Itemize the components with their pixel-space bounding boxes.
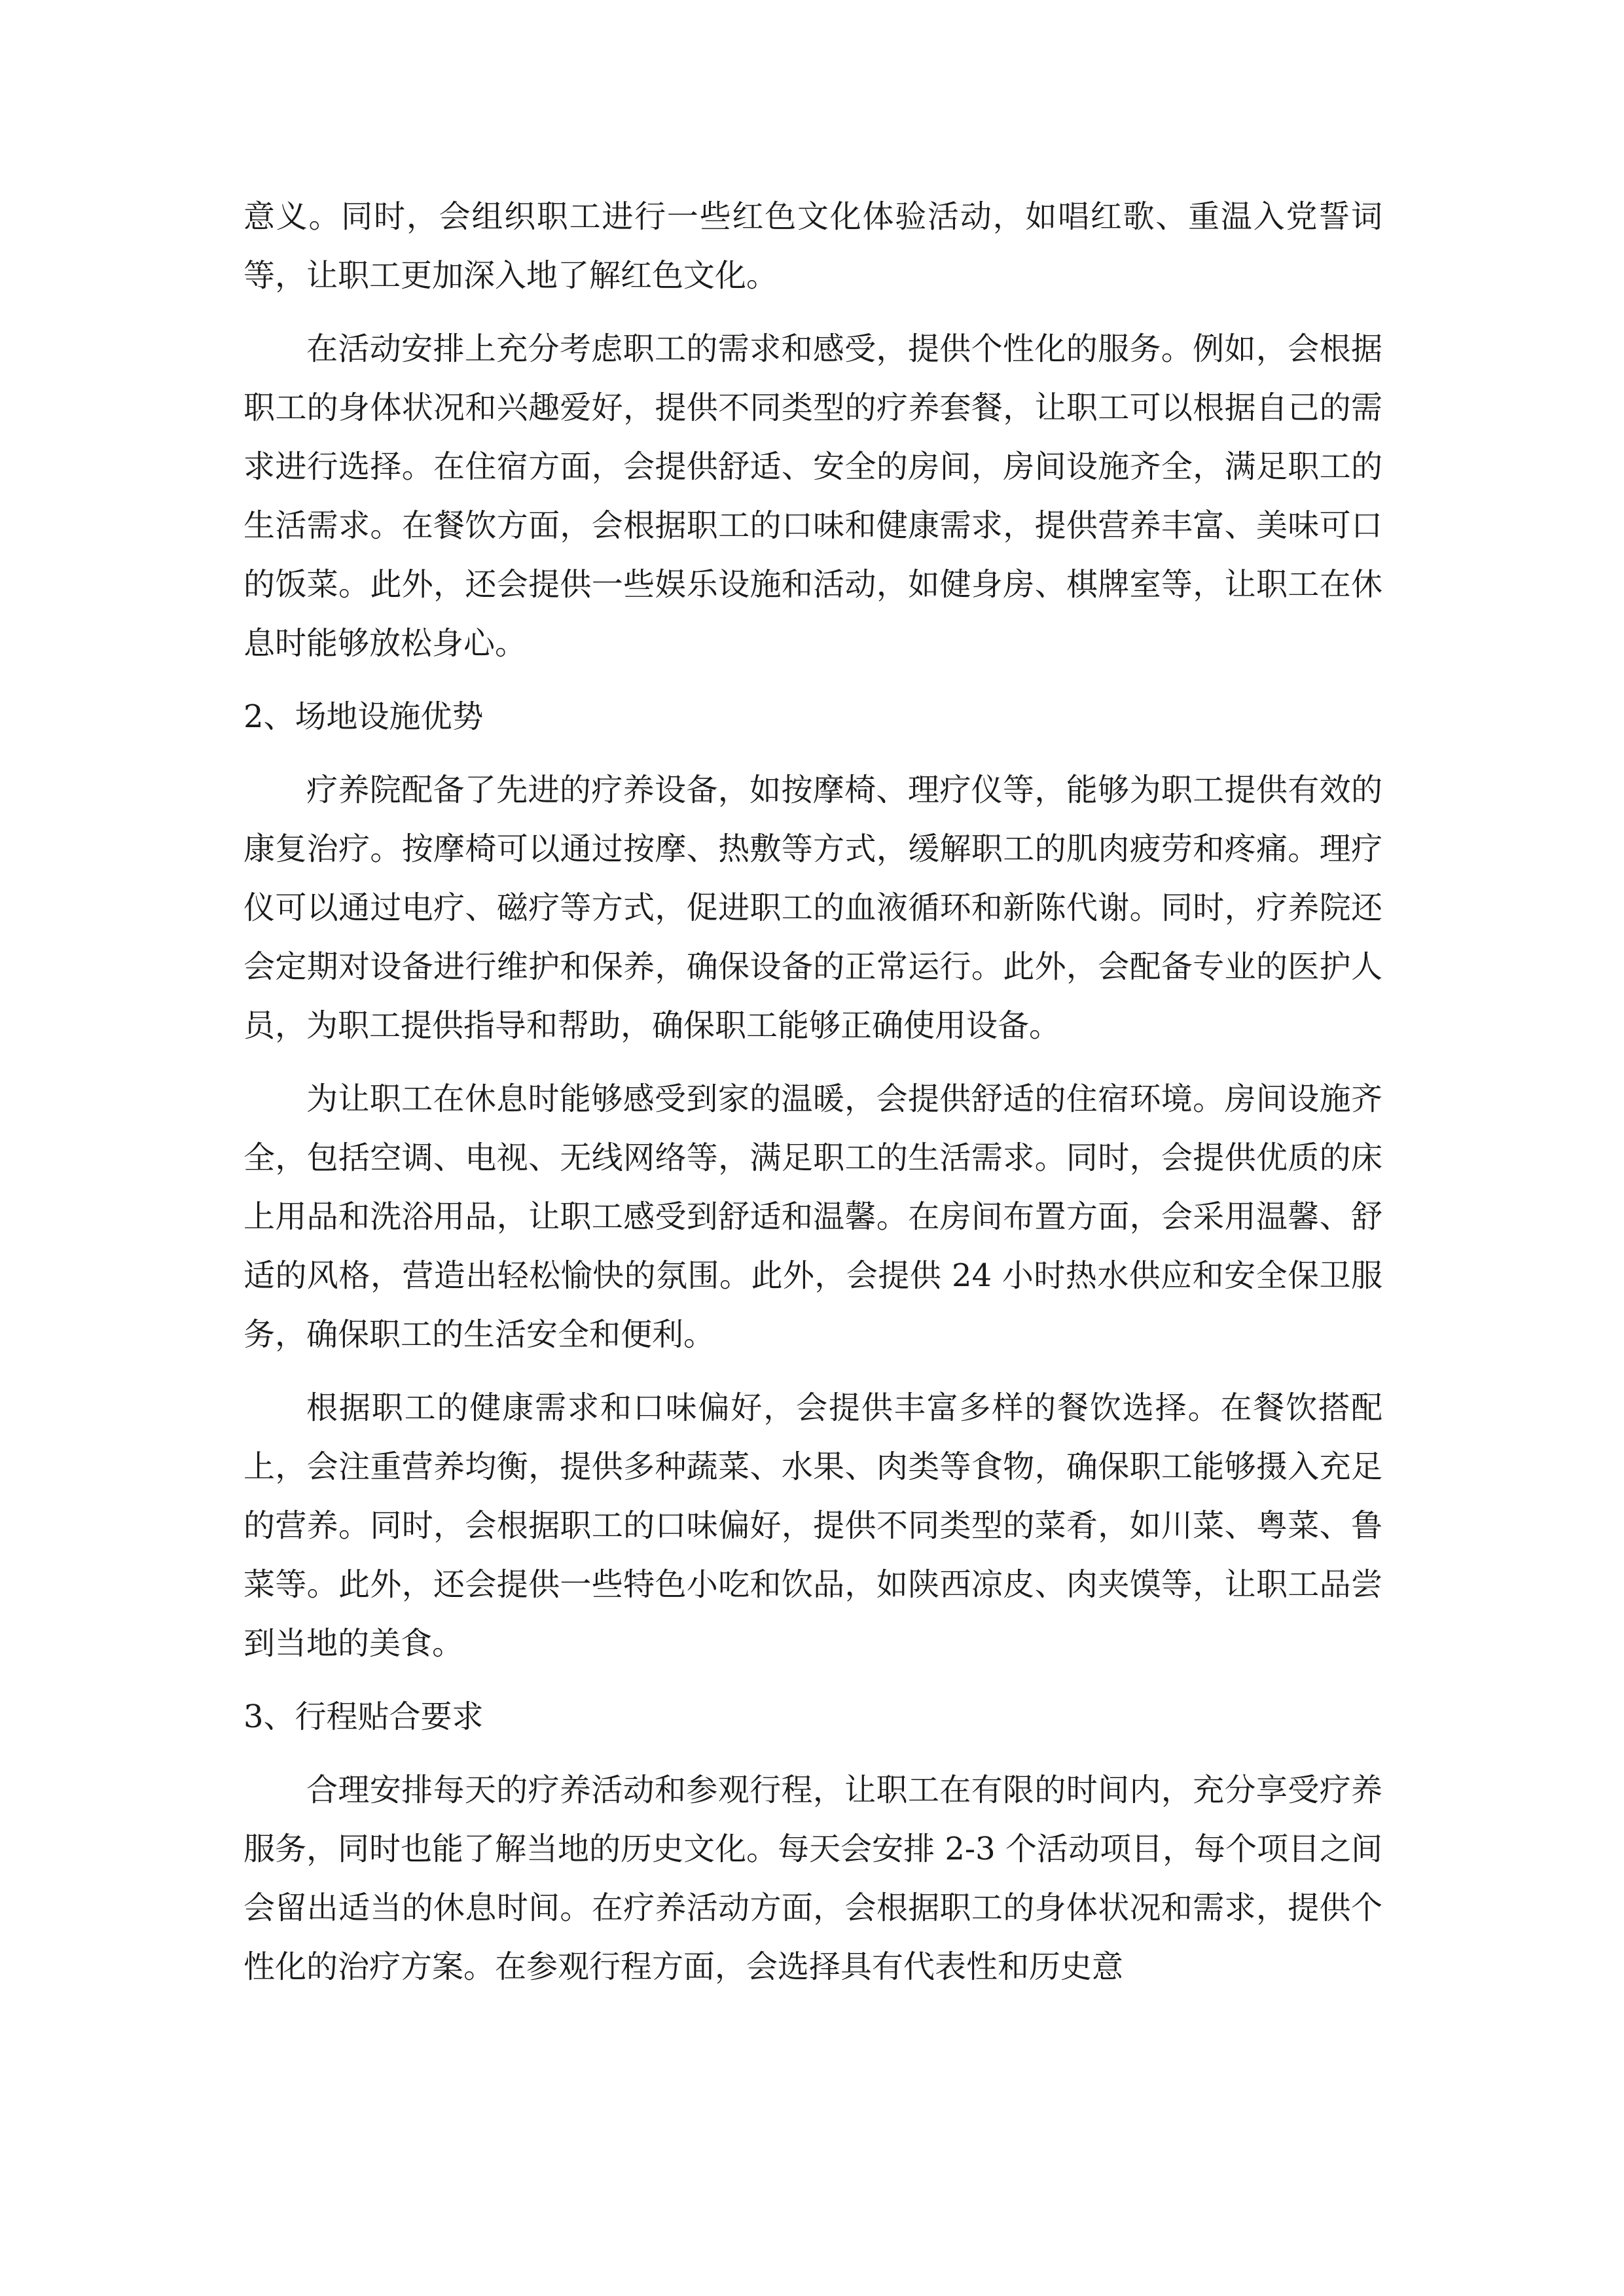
section-heading: 2、场地设施优势 [244,698,484,735]
paragraph: 意义。同时，会组织职工进行一些红色文化体验活动，如唱红歌、重温入党誓词等，让职工更加深入地了解红色文化。 [244,198,1382,294]
paragraph: 根据职工的健康需求和口味偏好，会提供丰富多样的餐饮选择。在餐饮搭配上，会注重营养均衡，提供多种蔬菜、水果、肉类等食物，确保职工能够摄入充足的营养。同时，会根据职工的口味偏好，提供不同类型的菜肴，如川菜、粤菜、鲁菜等。此外，还会提供一些特色小吃和饮品，如陕西凉皮、肉夹馍等，让职工品尝到当地的美食。 [244,1390,1382,1662]
paragraph: 疗养院配备了先进的疗养设备，如按摩椅、理疗仪等，能够为职工提供有效的康复治疗。按摩椅可以通过按摩、热敷等方式，缓解职工的肌肉疲劳和疼痛。理疗仪可以通过电疗、磁疗等方式，促进职工的血液循环和新陈代谢。同时，疗养院还会定期对设备进行维护和保养，确保设备的正常运行。此外，会配备专业的医护人员，为职工提供指导和帮助，确保职工能够正确使用设备。 [244,772,1382,1044]
paragraph: 在活动安排上充分考虑职工的需求和感受，提供个性化的服务。例如，会根据职工的身体状况和兴趣爱好，提供不同类型的疗养套餐，让职工可以根据自己的需求进行选择。在住宿方面，会提供舒适、安全的房间，房间设施齐全，满足职工的生活需求。在餐饮方面，会根据职工的口味和健康需求，提供营养丰富、美味可口的饭菜。此外，还会提供一些娱乐设施和活动，如健身房、棋牌室等，让职工在休息时能够放松身心。 [244,331,1382,662]
section-heading: 3、行程贴合要求 [244,1698,484,1735]
paragraph: 为让职工在休息时能够感受到家的温暖，会提供舒适的住宿环境。房间设施齐全，包括空调、电视、无线网络等，满足职工的生活需求。同时，会提供优质的床上用品和洗浴用品，让职工感受到舒适和温馨。在房间布置方面，会采用温馨、舒适的风格，营造出轻松愉快的氛围。此外，会提供 24 小时热水供应和安全保卫服务，确保职工的生活安全和便利。 [244,1081,1382,1353]
paragraph: 合理安排每天的疗养活动和参观行程，让职工在有限的时间内，充分享受疗养服务，同时也能了解当地的历史文化。每天会安排 2-3 个活动项目，每个项目之间会留出适当的休息时间。在疗养活动方面，会根据职工的身体状况和需求，提供个性化的治疗方案。在参观行程方面，会选择具有代表性和历史意 [244,1772,1382,1985]
document-body [244,187,1382,2011]
